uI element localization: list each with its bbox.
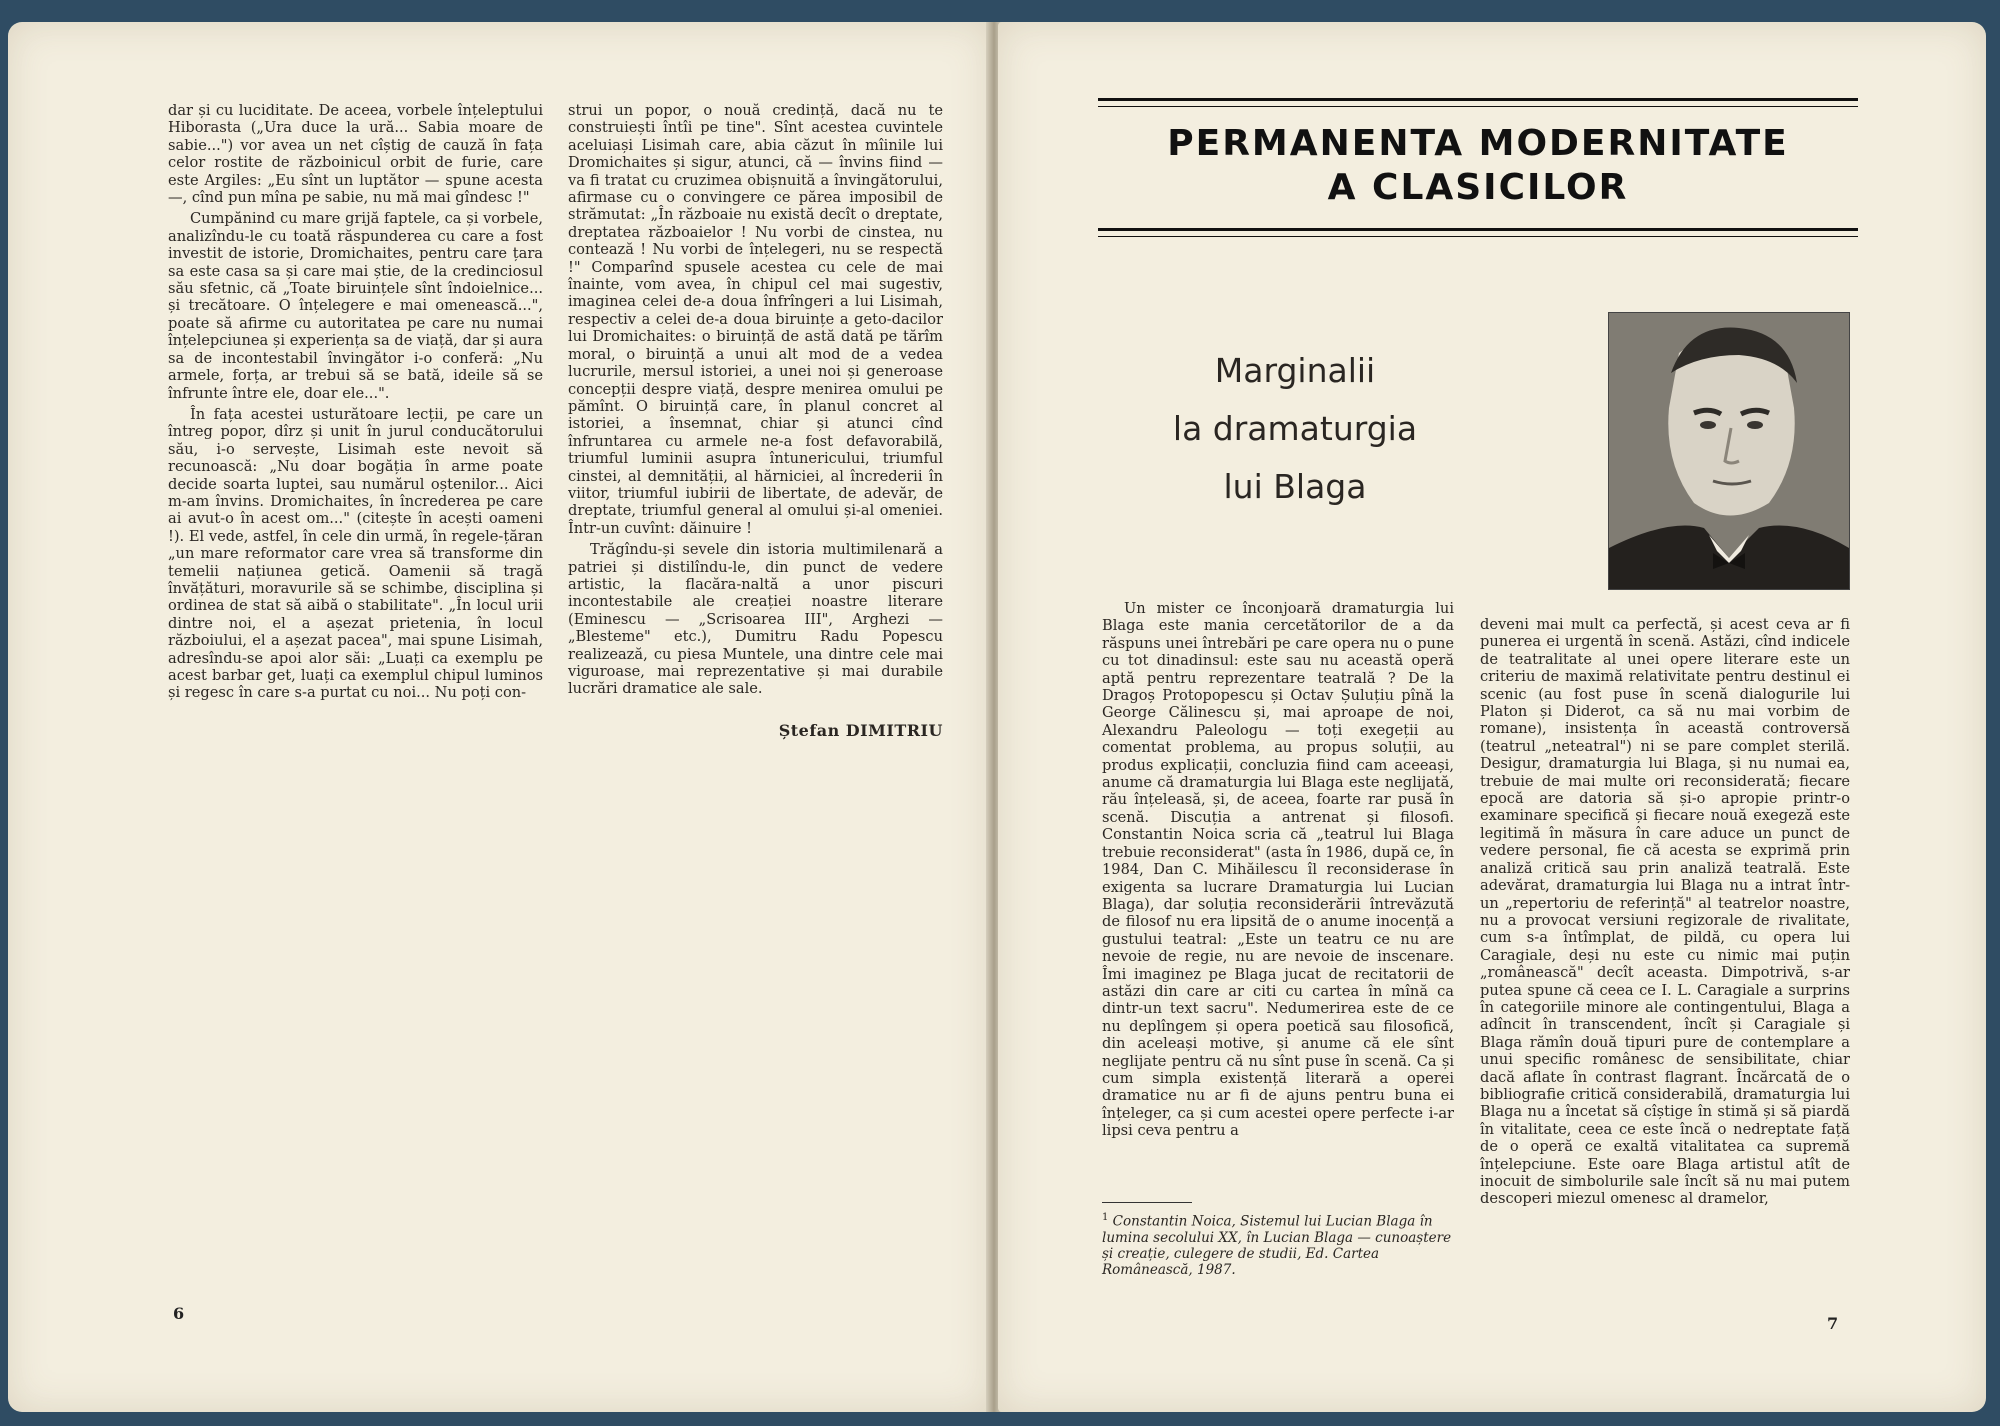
left-column-1: [168, 102, 543, 706]
title-line: la dramaturgia: [1172, 409, 1418, 448]
section-banner: [1098, 122, 1858, 210]
article-title: [1150, 342, 1440, 516]
right-column-1: [1102, 600, 1454, 1144]
paragraph: Cumpănind cu mare grijă faptele, ca și vorbele, analizîndu-le cu toată răspunderea cu care a fost investit de istorie, Dromichaites, pentru care țara sa este casa sa și care mai știe, de la credinciosul său sfetnic, că „Toate biruințele sînt îndoielnice... și trecătoare. O înțelegere e mai omenească...", poate să afirme cu autoritatea pe care nu numai înțelepciunea și experiența sa de viață, dar și aura sa de incontestabil învingător i-o conferă: „Nu armele, forța, ar trebui să se bată, ideile să se înfrunte între ele, doar ele...".: [168, 210, 543, 402]
right-column-2: [1480, 616, 1850, 1212]
paragraph: deveni mai mult ca perfectă, și acest ceva ar fi punerea ei urgentă în scenă. Astăzi, cînd indicele de teatralitate al unei opere literare este un criteriu de maximă relativitate pentru destinul ei scenic (au fost puse în scenă dialogurile lui Platon și Diderot, ca să nu mai vorbim de romane), insistența în această controversă (teatrul „neteatral") ni se pare complet sterilă. Desigur, dramaturgia lui Blaga, și nu numai ea, trebuie de mai multe ori reconsiderată; fiecare epocă are datoria să și-o apropie printr-o examinare specifică și fiecare nouă exegeză este legitimă în măsura în care aduce un punct de vedere personal, fie că acesta se exprimă prin analiză critică sau prin analiză teatrală. Este adevărat, dramaturgia lui Blaga nu a intrat într-un „repertoriu de referință" al teatrelor noastre, nu a provocat versiuni regizorale de rivalitate, cum s-a întîmplat, de pildă, cu opera lui Caragiale, deși nu este cu nimic mai puțin „românească" decît aceasta. Dimpotrivă, s-ar putea spune că ceea ce I. L. Caragiale a surprins în categoriile minore ale contingentului, Blaga a adîncit în transcendent, încît și Caragiale și Blaga rămîn două tipuri pure de contemplare a unui specific românesc de sensibilitate, chiar dacă aflate în contrast flagrant. Încărcată de o bibliografie critică considerabilă, dramaturgia lui Blaga nu a încetat să cîștige în stimă și să piardă în vitalitate, ceea ce este încă o nedreptate față de o operă ce exaltă vitalitatea ca supremă înțelepciune. Este oare Blaga artistul atît de inocuit de simbolurile sale încît să nu mai putem descoperi miezul omenesc al dramelor,: [1480, 616, 1850, 1208]
banner-rule-bottom: [1098, 228, 1858, 231]
paragraph: Un mister ce înconjoară dramaturgia lui Blaga este mania cercetătorilor de a da răspuns unei întrebări pe care opera nu o pune cu tot dinadinsul: este sau nu această operă aptă pentru reprezentare teatrală ? De la Dragoș Protopopescu și Octav Șuluțiu pînă la George Călinescu și, mai aproape de noi, Alexandru Paleologu — toți exegeții au comentat problema, au propus soluții, au produs explicații, concluzia fiind cam aceeași, anume că dramaturgia lui Blaga este neglijată, rău înțeleasă, și, de aceea, foarte rar pusă în scenă. Discuția a antrenat și filosofi. Constantin Noica scria că „teatrul lui Blaga trebuie reconsiderat" (asta în 1986, după ce, în 1984, Dan C. Mihăilescu îl reconsiderase în exigenta sa lucrare Dramaturgia lui Lucian Blaga), dar soluția reconsiderării întrevăzută de filosof nu era lipsită de o anume inocență a gustului teatral: „Este un teatru ce nu are nevoie de regie, nu are nevoie de inscenare. Îmi imaginez pe Blaga jucat de recitatorii de astăzi din care ar citi cu cartea în mînă ca dintr-un text sacru". Nedumerirea este de ce nu deplîngem și opera poetică sau filosofică, din aceleași motive, și anume că ele sînt neglijate pentru că nu sînt puse în scenă. Ca și cum simpla existență literară a operei dramatice nu ar fi de ajuns pentru buna ei înțeleger, ca și cum acestei opere perfecte i-ar lipsi ceva pentru a: [1102, 600, 1454, 1140]
author-signature: Ștefan DIMITRIU: [778, 720, 943, 740]
footnote-text: Constantin Noica, Sistemul lui Lucian Blaga în lumina secolului XX, în Lucian Blaga — cunoaștere și creație, culegere de studii, Ed. Cartea Românească, 1987.: [1102, 1213, 1452, 1278]
paragraph: Trăgîndu-și sevele din istoria multimilenară a patriei și distilîndu-le, din punct de vedere artistic, la flacăra-naltă a unor piscuri incontestabile ale creației noastre literare (Eminescu — „Scrisoarea III", Arghezi — „Blesteme" etc.), Dumitru Radu Popescu realizează, cu piesa Muntele, una dintre cele mai viguroase, mai reprezentative și mai durabile lucrări dramatice ale sale.: [568, 541, 943, 698]
footnote-number: 1: [1102, 1212, 1109, 1223]
footnote: [1102, 1210, 1454, 1278]
banner-line: A CLASICILOR: [1327, 167, 1629, 208]
footnote-divider: [1102, 1202, 1192, 1203]
banner-rule-top-thin: [1098, 106, 1858, 107]
title-line: lui Blaga: [1223, 467, 1367, 506]
banner-line: PERMANENTA MODERNITATE: [1167, 123, 1789, 164]
right-page: [998, 22, 1986, 1412]
banner-rule-bottom-thin: [1098, 236, 1858, 237]
portrait-illustration: [1609, 313, 1849, 589]
title-line: Marginalii: [1214, 351, 1376, 390]
page-number: 6: [173, 1304, 185, 1323]
paragraph: strui un popor, o nouă credință, dacă nu te construiești întîi pe tine". Sînt acestea cuvintele aceluiași Lisimah care, abia căzut în mîinile lui Dromichaites și sigur, atunci, că — învins fiind — va fi tratat cu cruzimea obișnuită a învingătorului, afirmase cu o convingere ce părea imposibil de strămutat: „În războaie nu există decît o dreptate, dreptatea războaielor ! Nu vorbi de cinstea, nu contează ! Nu vorbi de înțelegeri, nu se respectă !" Comparînd spusele acestea cu cele de mai înainte, vom avea, în chipul cel mai sugestiv, imaginea celei de-a doua înfrîngeri a lui Lisimah, respectiv a celei de-a doua biruințe a geto-dacilor lui Dromichaites: o biruință de astă dată pe tărîm moral, o biruință a unui alt mod de a vedea lucrurile, mersul istoriei, a unei noi și generoase concepții despre viață, despre menirea omului pe pămînt. O biruință care, în planul concret al istoriei, a însemnat, chiar și atunci cînd înfruntarea cu armele ne-a fost defavorabilă, triumful luminii asupra întunericului, triumful cinstei, al demnității, al hărniciei, al încrederii în viitor, triumful iubirii de libertate, de adevăr, de dreptate, triumful general al omului și-al omeniei. Într-un cuvînt: dăinuire !: [568, 102, 943, 537]
left-page: [8, 22, 990, 1412]
page-number: 7: [1827, 1314, 1839, 1333]
banner-rule-top: [1098, 98, 1858, 101]
paragraph: dar și cu luciditate. De aceea, vorbele înțeleptului Hiborasta („Ura duce la ură... Sabia moare de sabie...") vor avea un net cîștig de cauză în fața celor rostite de războinicul orbit de furie, care este Argiles: „Eu sînt un luptător — spune acesta —, cînd pun mîna pe sabie, nu mă mai gîndesc !": [168, 102, 543, 207]
portrait-photo: [1608, 312, 1850, 590]
left-column-2: [568, 102, 943, 739]
paragraph: În fața acestei usturătoare lecții, pe care un întreg popor, dîrz și unit în jurul conducătorului său, i-o servește, Lisimah este nevoit să recunoască: „Nu doar bogăția în arme poate decide soarta luptei, sau numărul oștenilor... Aici m-am învins. Dromichaites, în încrederea pe care ai avut-o în acest om..." (citește în acești oameni !). El vede, astfel, în cele din urmă, în regele-țăran „un mare reformator care vrea să transforme din temelii națiunea getică. Oamenii să tragă învățături, moravurile să se schimbe, disciplina și ordinea de stat să aibă o stabilitate". „În locul urii dintre noi, el a așezat prietenia, în locul războiului, el a așezat pacea", mai spune Lisimah, adresîndu-se apoi alor săi: „Luați ca exemplu pe acest barbar get, luați ca exemplul chipul luminos și regesc în care s-a purtat cu noi... Nu poți con-: [168, 405, 543, 702]
